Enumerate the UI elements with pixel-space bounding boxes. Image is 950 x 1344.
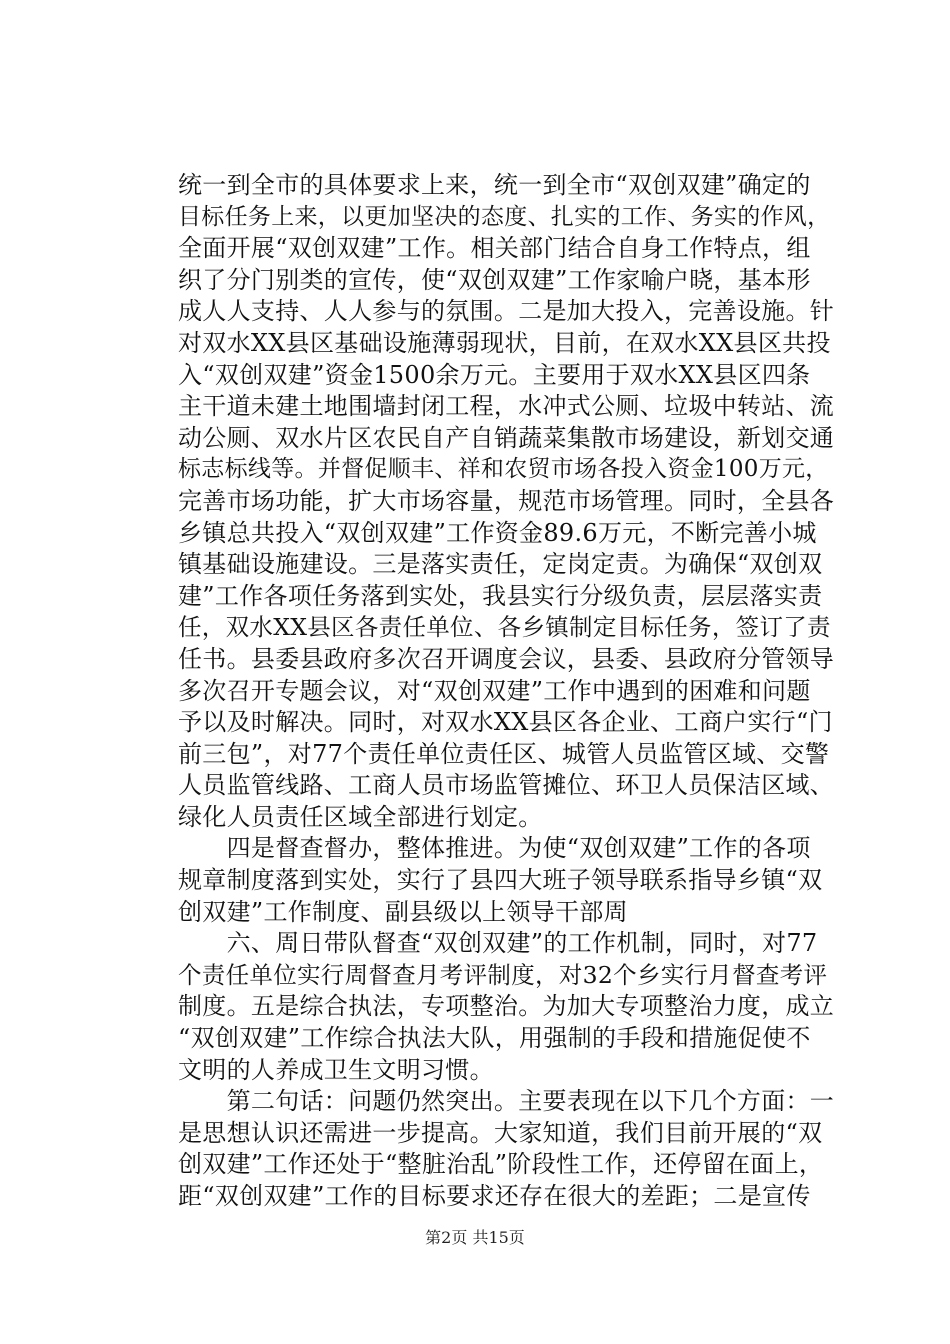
text-line: 制度。五是综合执法，专项整治。为加大专项整治力度，成立 bbox=[178, 992, 835, 1021]
text-line: 六、周日带队督查“双创双建”的工作机制，同时，对77 bbox=[178, 929, 818, 958]
page-footer: 第2页 共15页 bbox=[425, 1228, 525, 1247]
text-line: 前三包”，对77个责任单位责任区、城管人员监管区域、交警 bbox=[178, 739, 830, 768]
body-text bbox=[178, 170, 838, 1213]
text-line: 距“双创双建”工作的目标要求还存在很大的差距；二是宣传 bbox=[178, 1182, 811, 1210]
text-line: 予以及时解决。同时，对双水XX县区各企业、工商户实行“门 bbox=[178, 708, 833, 737]
text-line: 建”工作各项任务落到实处，我县实行分级负责，层层落实责 bbox=[178, 581, 823, 610]
text-line: 个责任单位实行周督查月考评制度，对32个乡实行月督查考评 bbox=[178, 960, 828, 989]
text-line: 乡镇总共投入“双创双建”工作资金89.6万元，不断完善小城 bbox=[178, 518, 817, 547]
text-line: 多次召开专题会议，对“双创双建”工作中遇到的困难和问题 bbox=[178, 676, 811, 705]
text-line: 入“双创双建”资金1500余万元。主要用于双水XX县区四条 bbox=[178, 360, 811, 389]
text-line: 织了分门别类的宣传，使“双创双建”工作家喻户晓，基本形 bbox=[178, 265, 811, 294]
text-line: 标志标线等。并督促顺丰、祥和农贸市场各投入资金100万元， bbox=[178, 456, 829, 483]
text-line: 是思想认识还需进一步提高。大家知道，我们目前开展的“双 bbox=[178, 1118, 823, 1147]
text-line: 文明的人养成卫生文明习惯。 bbox=[178, 1055, 494, 1084]
text-line: 镇基础设施建设。三是落实责任，定岗定责。为确保“双创双 bbox=[178, 550, 823, 579]
text-line: 成人人支持、人人参与的氛围。二是加大投入，完善设施。针 bbox=[178, 297, 835, 326]
text-line: 绿化人员责任区域全部进行划定。 bbox=[178, 802, 543, 831]
text-line: 创双建”工作还处于“整脏治乱”阶段性工作，还停留在面上， bbox=[178, 1150, 824, 1179]
text-line: “双创双建”工作综合执法大队，用强制的手段和措施促使不 bbox=[178, 1024, 811, 1053]
text-line: 规章制度落到实处，实行了县四大班子领导联系指导乡镇“双 bbox=[178, 866, 823, 895]
text-line: 创双建”工作制度、副县级以上领导干部周 bbox=[178, 897, 628, 926]
text-line: 动公厕、双水片区农民自产自销蔬菜集散市场建设，新划交通 bbox=[178, 423, 835, 452]
text-line: 主干道未建土地围墙封闭工程，水冲式公厕、垃圾中转站、流 bbox=[178, 392, 835, 421]
text-line: 人员监管线路、工商人员市场监管摊位、环卫人员保洁区域、 bbox=[178, 771, 835, 800]
text-line: 四是督查督办，整体推进。为使“双创双建”工作的各项 bbox=[178, 834, 811, 863]
text-line: 全面开展“双创双建”工作。相关部门结合自身工作特点，组 bbox=[178, 234, 811, 263]
text-line: 任书。县委县政府多次召开调度会议，县委、县政府分管领导 bbox=[178, 644, 835, 673]
text-line: 目标任务上来，以更加坚决的态度、扎实的工作、务实的作风， bbox=[178, 203, 831, 230]
text-line: 任，双水XX县区各责任单位、各乡镇制定目标任务，签订了责 bbox=[178, 613, 831, 642]
text-line: 完善市场功能，扩大市场容量，规范市场管理。同时，全县各 bbox=[178, 486, 835, 515]
text-line: 对双水XX县区基础设施薄弱现状，目前，在双水XX县区共投 bbox=[178, 328, 831, 357]
text-line: 统一到全市的具体要求上来，统一到全市“双创双建”确定的 bbox=[178, 171, 811, 199]
text-line: 第二句话：问题仍然突出。主要表现在以下几个方面：一 bbox=[178, 1087, 835, 1116]
